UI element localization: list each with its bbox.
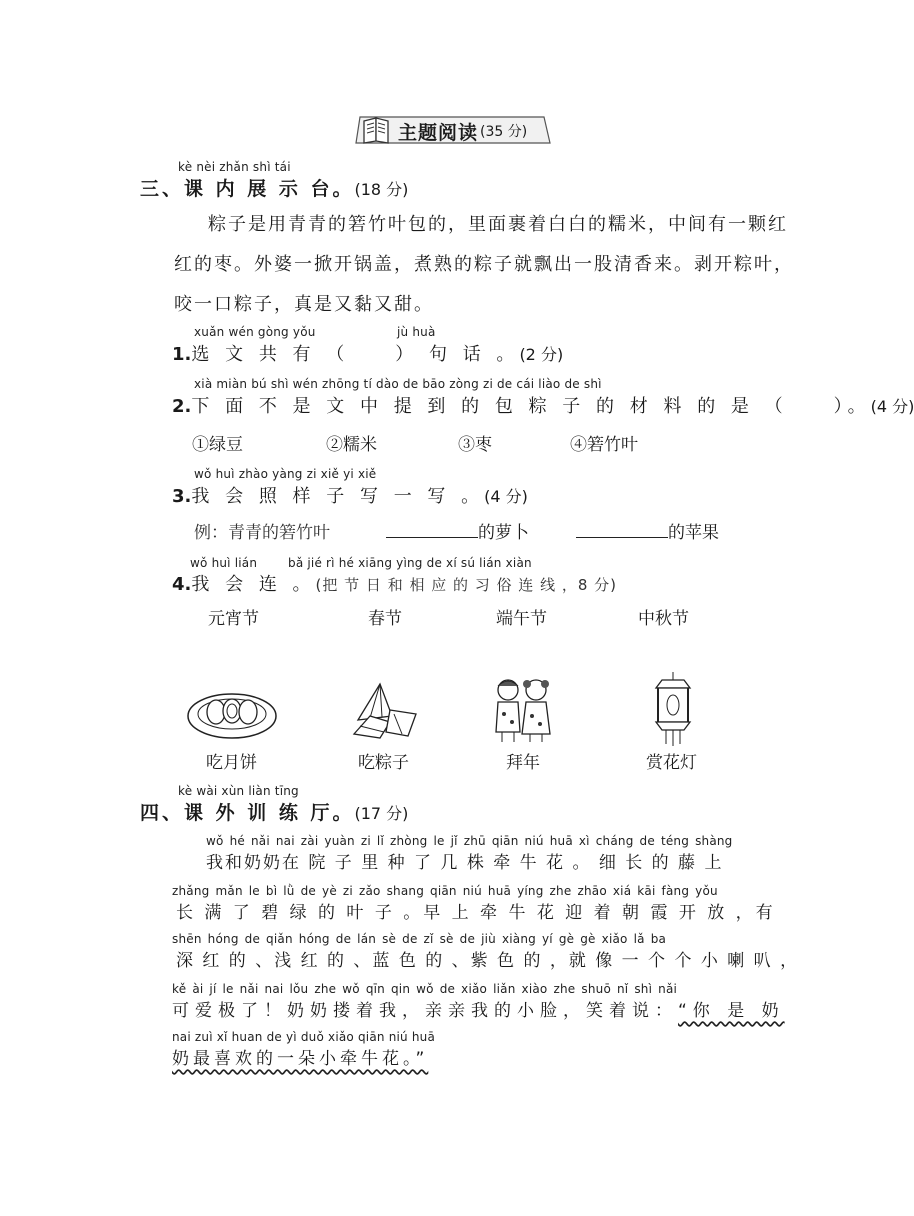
section3-score: (18 分)	[354, 180, 409, 199]
story-pinyin-1: wǒ hé nǎi nai zài yuàn zi lǐ zhòng le jǐ zhū qiān niú huā xì cháng de téng shàng	[206, 834, 733, 848]
q3-pinyin: wǒ huì zhào yàng zi xiě yi xiě	[194, 467, 377, 481]
q2-option-2[interactable]: ②糯米	[326, 435, 377, 455]
passage-line-2: 红的枣。外婆一掀开锅盖，煮熟的粽子就飘出一股清香来。剥开粽叶，	[174, 254, 794, 275]
story-quote-start: “你 是 奶	[678, 1001, 785, 1021]
festival-dragon-boat[interactable]: 端午节	[496, 609, 547, 629]
q2-option-3[interactable]: ③枣	[458, 435, 492, 455]
story-pinyin-3: shēn hóng de qiǎn hóng de lán sè de zǐ sè de jiù xiàng yí gè gè xiǎo lǎ ba	[172, 932, 667, 946]
section3-title: 三、课 内 展 示 台。(18 分)	[140, 178, 409, 200]
custom-mooncake[interactable]: 吃月饼	[206, 753, 257, 773]
section3-pinyin: kè nèi zhǎn shì tái	[178, 160, 291, 174]
custom-new-year-greeting[interactable]: 拜年	[506, 753, 540, 773]
custom-zongzi[interactable]: 吃粽子	[358, 753, 409, 773]
festival-mid-autumn[interactable]: 中秋节	[638, 609, 689, 629]
story-line-1: 我和奶奶在 院 子 里 种 了 几 株 牵 牛 花 。 细 长 的 藤 上	[206, 853, 724, 873]
section4-title: 四、课 外 训 练 厅。(17 分)	[140, 802, 409, 824]
section4-score: (17 分)	[354, 804, 409, 823]
festival-spring[interactable]: 春节	[368, 609, 402, 629]
q4-pinyin-1: wǒ huì lián	[190, 556, 258, 570]
q3-blank-2-input[interactable]	[576, 519, 668, 538]
zongzi-icon	[350, 680, 420, 744]
story-line-4: 可爱极了！奶奶搂着我，亲亲我的小脸，笑着说：“你 是 奶	[172, 1001, 785, 1021]
passage-line-3: 咬一口粽子，真是又黏又甜。	[174, 294, 434, 315]
story-line-2: 长 满 了 碧 绿 的 叶 子 。早 上 牵 牛 花 迎 着 朝 霞 开 放 ，有	[176, 903, 776, 923]
q2-option-4[interactable]: ④箬竹叶	[570, 435, 638, 455]
header-banner	[354, 113, 550, 147]
story-pinyin-4: kě ài jí le nǎi nai lǒu zhe wǒ qīn qin wǒ de xiǎo liǎn xiào zhe shuō nǐ shì nǎi	[172, 982, 678, 996]
q2-option-1[interactable]: ①绿豆	[192, 435, 243, 455]
q3-blank-1-input[interactable]	[386, 519, 478, 538]
q3-example: 例：青青的箬竹叶	[194, 523, 330, 543]
header-title: 主题阅读	[398, 122, 479, 144]
question-1: 1.选 文 共 有 （ ） 句 话 。(2 分)	[172, 344, 564, 365]
story-line-3: 深 红 的 、浅 红 的 、蓝 色 的 、紫 色 的 ，就 像 一 个 个 小 喇 叭 ，	[176, 951, 800, 971]
q3-blank-2: 的苹果	[576, 518, 719, 543]
mooncake-plate-icon	[186, 686, 278, 742]
q2-pinyin: xià miàn bú shì wén zhōng tí dào de bāo zòng zi de cái liào de shì	[194, 377, 602, 391]
story-quote-end: 奶最喜欢的一朵小牵牛花。”	[172, 1049, 429, 1069]
story-line-5	[172, 1044, 428, 1069]
q1-pinyin-2: jù huà	[397, 325, 436, 339]
festival-lantern[interactable]: 元宵节	[208, 609, 259, 629]
section4-pinyin: kè wài xùn liàn tīng	[178, 784, 299, 798]
children-bowing-icon	[490, 676, 556, 746]
lantern-icon	[648, 672, 698, 746]
q1-pinyin-1: xuǎn wén gòng yǒu	[194, 325, 316, 339]
question-4: 4.我 会 连 。(把 节 日 和 相 应 的 习 俗 连 线 ，8 分)	[172, 574, 618, 595]
custom-lanterns[interactable]: 赏花灯	[646, 753, 697, 773]
q3-blank-1: 的萝卜	[386, 518, 529, 543]
story-pinyin-2: zhǎng mǎn le bì lǜ de yè zi zǎo shang qiān niú huā yíng zhe zhāo xiá kāi fàng yǒu	[172, 884, 718, 898]
question-3: 3.我 会 照 样 子 写 一 写 。(4 分)	[172, 486, 528, 507]
q4-pinyin-2: bǎ jié rì hé xiāng yìng de xí sú lián xiàn	[288, 556, 532, 570]
header-score: (35 分)	[480, 124, 528, 140]
passage-line-1: 粽子是用青青的箬竹叶包的，里面裹着白白的糯米，中间有一颗红	[208, 214, 788, 235]
question-2: 2.下 面 不 是 文 中 提 到 的 包 粽 子 的 材 料 的 是 （ ）。(4 分)	[172, 396, 914, 417]
story-pinyin-5: nai zuì xǐ huan de yì duǒ xiǎo qiān niú huā	[172, 1030, 436, 1044]
